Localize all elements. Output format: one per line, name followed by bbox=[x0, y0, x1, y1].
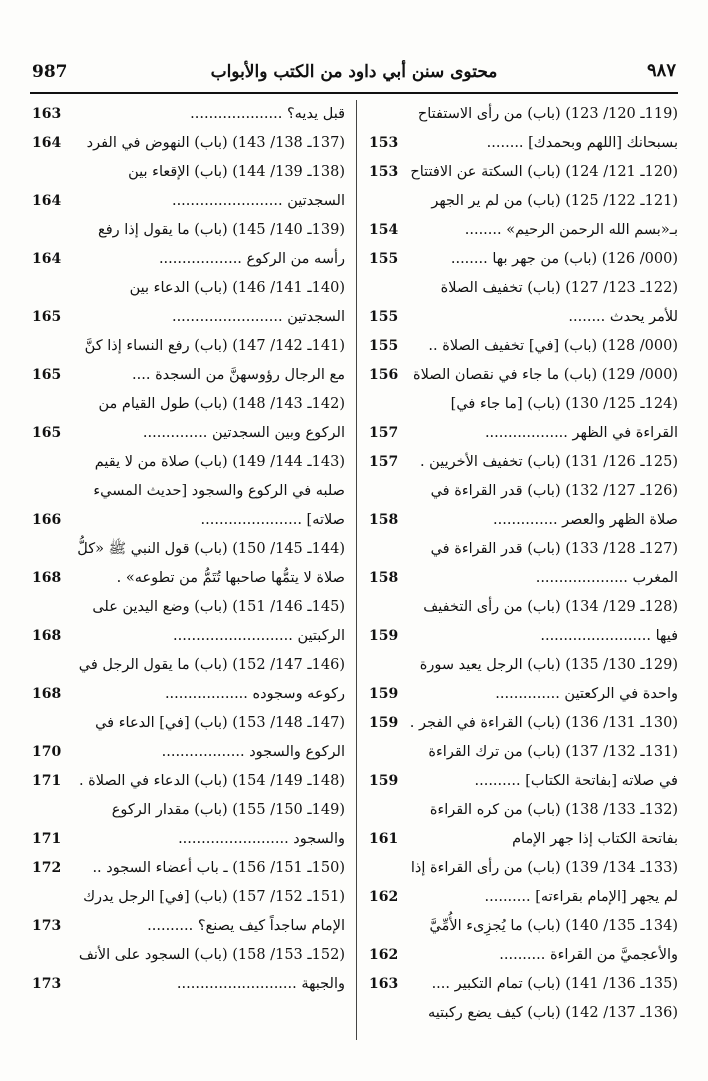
toc-entry-title: (121ـ 122/ 125) (باب) من لم ير الجهر بـ«بسم الله الرحمن الرحيم» ........ bbox=[431, 193, 678, 238]
toc-entry bbox=[32, 651, 345, 709]
toc-entry bbox=[32, 854, 345, 883]
toc-entry-title: (143ـ 144/ 149) (باب) صلاة من لا يقيم صلبه في الركوع والسجود [حديث المسيء صلاته] ...................... bbox=[93, 454, 345, 528]
toc-entry bbox=[369, 912, 678, 970]
toc-entry-title: (147ـ 148/ 153) (باب) [في] الدعاء في الركوع والسجود .................. bbox=[95, 715, 345, 760]
toc-entry-page: 162 bbox=[369, 889, 399, 905]
toc-entry-page: 155 bbox=[369, 309, 399, 325]
toc-entry-page: 166 bbox=[32, 512, 62, 528]
page-number-latin: 987 bbox=[32, 62, 68, 82]
toc-entry bbox=[369, 448, 678, 477]
toc-entry bbox=[369, 854, 678, 912]
toc-entry-title: (119ـ 120/ 123) (باب) من رأى الاستفتاح بسبحانك [اللهم وبحمدك] ........ bbox=[417, 106, 678, 151]
toc-entry-title: (144ـ 145/ 150) (باب) قول النبي ﷺ «كلُّ صلاة لا يتمُّها صاحبها تُتَمُّ من تطوعه» . bbox=[77, 541, 345, 586]
toc-entry-title: (139ـ 140/ 145) (باب) ما يقول إذا رفع رأسه من الركوع .................. bbox=[98, 222, 345, 267]
toc-entry-title: (151ـ 152/ 157) (باب) [في] الرجل يدرك الإمام ساجداً كيف يصنع؟ .......... bbox=[83, 889, 345, 934]
toc-entry-page: 155 bbox=[369, 251, 399, 267]
toc-entry bbox=[369, 970, 678, 999]
toc-entry bbox=[32, 216, 345, 274]
toc-entry bbox=[369, 477, 678, 535]
page-number-arabic: ٩٨٧ bbox=[646, 60, 676, 81]
toc-entry-page: 157 bbox=[369, 425, 399, 441]
toc-entry-page: 164 bbox=[32, 251, 62, 267]
toc-entry bbox=[32, 796, 345, 854]
toc-entry-page: 173 bbox=[32, 918, 62, 934]
toc-entry bbox=[32, 129, 345, 158]
toc-entry bbox=[32, 390, 345, 448]
toc-entry bbox=[369, 593, 678, 651]
toc-entry-title: (126ـ 127/ 132) (باب) قدر القراءة في صلاة الظهر والعصر .............. bbox=[430, 483, 678, 528]
toc-entry bbox=[369, 390, 678, 448]
toc-entry-page: 165 bbox=[32, 309, 62, 325]
toc-entry-page: 153 bbox=[369, 135, 399, 151]
toc-entry-page: 163 bbox=[369, 976, 399, 992]
toc-entry-page: 173 bbox=[32, 976, 62, 992]
toc-entry-title: (132ـ 133/ 138) (باب) من كره القراءة بفاتحة الكتاب إذا جهر الإمام bbox=[429, 802, 678, 847]
toc-entry-title: (122ـ 123/ 127) (باب) تخفيف الصلاة للأمر يحدث ........ bbox=[440, 280, 678, 325]
toc-entry-title: (148ـ 149/ 154) (باب) الدعاء في الصلاة . bbox=[78, 773, 345, 789]
toc-entry-title: (000/ 129) (باب) ما جاء في نقصان الصلاة bbox=[413, 367, 678, 383]
toc-entry-title: قبل يديه؟ .................... bbox=[190, 106, 345, 122]
toc-entry-page: 164 bbox=[32, 135, 62, 151]
toc-entry bbox=[369, 361, 678, 390]
toc-entry bbox=[32, 709, 345, 767]
toc-entry bbox=[369, 709, 678, 738]
toc-entry-title: (120ـ 121/ 124) (باب) السكتة عن الافتتاح bbox=[410, 164, 678, 180]
toc-entry-page: 162 bbox=[369, 947, 399, 963]
toc-entry-page: 161 bbox=[369, 831, 399, 847]
toc-entry-page: 171 bbox=[32, 831, 62, 847]
toc-entry-page: 154 bbox=[369, 222, 399, 238]
toc-entry bbox=[369, 158, 678, 187]
toc-entry-page: 164 bbox=[32, 193, 62, 209]
toc-entry bbox=[32, 158, 345, 216]
toc-entry-title: (129ـ 130/ 135) (باب) الرجل يعيد سورة واحدة في الركعتين .............. bbox=[419, 657, 678, 702]
toc-entry-title: (137ـ 138/ 143) (باب) النهوض في الفرد bbox=[86, 135, 345, 151]
toc-entry-page: 168 bbox=[32, 570, 62, 586]
toc-column-right bbox=[369, 100, 678, 1040]
toc-entry bbox=[32, 274, 345, 332]
toc-entry bbox=[32, 535, 345, 593]
toc-entry bbox=[369, 332, 678, 361]
toc-entry bbox=[32, 448, 345, 535]
toc-entry-title: (145ـ 146/ 151) (باب) وضع اليدين على الركبتين .......................... bbox=[92, 599, 345, 644]
page-header bbox=[30, 58, 678, 94]
toc-entry-page: 170 bbox=[32, 744, 62, 760]
toc-entry-page: 158 bbox=[369, 570, 399, 586]
toc-entry-title: (000/ 128) (باب) [في] تخفيف الصلاة .. bbox=[428, 338, 678, 354]
toc-entry-title: (136ـ 137/ 142) (باب) كيف يضع ركبتيه bbox=[427, 1005, 678, 1021]
toc-entry bbox=[32, 593, 345, 651]
toc-entry bbox=[369, 535, 678, 593]
toc-entry-page: 168 bbox=[32, 628, 62, 644]
toc-entry-title: (142ـ 143/ 148) (باب) طول القيام من الركوع وبين السجدتين .............. bbox=[98, 396, 345, 441]
toc-entry-page: 157 bbox=[369, 454, 399, 470]
toc-entry-title: (149ـ 150/ 155) (باب) مقدار الركوع والسجود ........................ bbox=[111, 802, 345, 847]
toc-entry-title: (133ـ 134/ 139) (باب) من رأى القراءة إذا لم يجهر [الإمام بقراءته] .......... bbox=[410, 860, 678, 905]
toc-entry bbox=[369, 245, 678, 274]
toc-entry-title: (134ـ 135/ 140) (باب) ما يُجزِىء الأُمِّيَّ والأعجميَّ من القراءة .......... bbox=[429, 918, 678, 963]
toc-entry bbox=[32, 100, 345, 129]
toc-entry-page: 171 bbox=[32, 773, 62, 789]
toc-entry bbox=[369, 187, 678, 245]
toc-entry-title: (138ـ 139/ 144) (باب) الإقعاء بين السجدتين ........................ bbox=[128, 164, 345, 209]
toc-entry-title: (000/ 126) (باب) من جهر بها ........ bbox=[450, 251, 678, 267]
toc-entry-page: 168 bbox=[32, 686, 62, 702]
toc-entry-page: 172 bbox=[32, 860, 62, 876]
toc-entry bbox=[32, 767, 345, 796]
toc-entry bbox=[32, 883, 345, 941]
toc-entry-title: (130ـ 131/ 136) (باب) القراءة في الفجر . bbox=[409, 715, 678, 731]
toc-entry-page: 155 bbox=[369, 338, 399, 354]
toc-entry-title: (124ـ 125/ 130) (باب) [ما جاء في] القراءة في الظهر .................. bbox=[450, 396, 678, 441]
toc-entry-title: (152ـ 153/ 158) (باب) السجود على الأنف والجبهة .......................... bbox=[78, 947, 345, 992]
toc-entry-title: (150ـ 151/ 156) ـ باب أعضاء السجود .. bbox=[92, 860, 345, 876]
toc-entry-page: 156 bbox=[369, 367, 399, 383]
toc-entry bbox=[369, 274, 678, 332]
toc-entry bbox=[32, 941, 345, 999]
toc-entry bbox=[369, 100, 678, 158]
toc-entry bbox=[369, 651, 678, 709]
toc-entry bbox=[369, 738, 678, 796]
toc-entry-title: (135ـ 136/ 141) (باب) تمام التكبير .... bbox=[431, 976, 678, 992]
toc-entry-title: (146ـ 147/ 152) (باب) ما يقول الرجل في ركوعه وسجوده .................. bbox=[78, 657, 345, 702]
toc-entry-title: (141ـ 142/ 147) (باب) رفع النساء إذا كنَّ مع الرجال رؤوسهنَّ من السجدة .... bbox=[84, 338, 345, 383]
toc-entry-title: (140ـ 141/ 146) (باب) الدعاء بين السجدتين ........................ bbox=[129, 280, 345, 325]
toc-entry-page: 163 bbox=[32, 106, 62, 122]
toc-entry-title: (128ـ 129/ 134) (باب) من رأى التخفيف فيها ........................ bbox=[423, 599, 678, 644]
toc-entry-title: (125ـ 126/ 131) (باب) تخفيف الأخريين . bbox=[419, 454, 678, 470]
toc-entry bbox=[32, 332, 345, 390]
running-title: محتوى سنن أبي داود من الكتب والأبواب bbox=[210, 62, 498, 82]
toc-entry-page: 159 bbox=[369, 628, 399, 644]
toc-entry-page: 159 bbox=[369, 686, 399, 702]
toc-entry-page: 153 bbox=[369, 164, 399, 180]
toc-entry-title: (127ـ 128/ 133) (باب) قدر القراءة في المغرب .................... bbox=[430, 541, 678, 586]
toc-entry bbox=[369, 796, 678, 854]
toc-entry-page: 159 bbox=[369, 715, 399, 731]
toc-entry-page: 165 bbox=[32, 425, 62, 441]
toc-column-left bbox=[32, 100, 345, 1040]
toc-entry-title: (131ـ 132/ 137) (باب) من ترك القراءة في صلاته [بفاتحة الكتاب] .......... bbox=[428, 744, 678, 789]
column-divider bbox=[356, 100, 357, 1040]
toc-entry-page: 159 bbox=[369, 773, 399, 789]
toc-entry-page: 165 bbox=[32, 367, 62, 383]
toc-entry bbox=[369, 999, 678, 1028]
toc-entry-page: 158 bbox=[369, 512, 399, 528]
